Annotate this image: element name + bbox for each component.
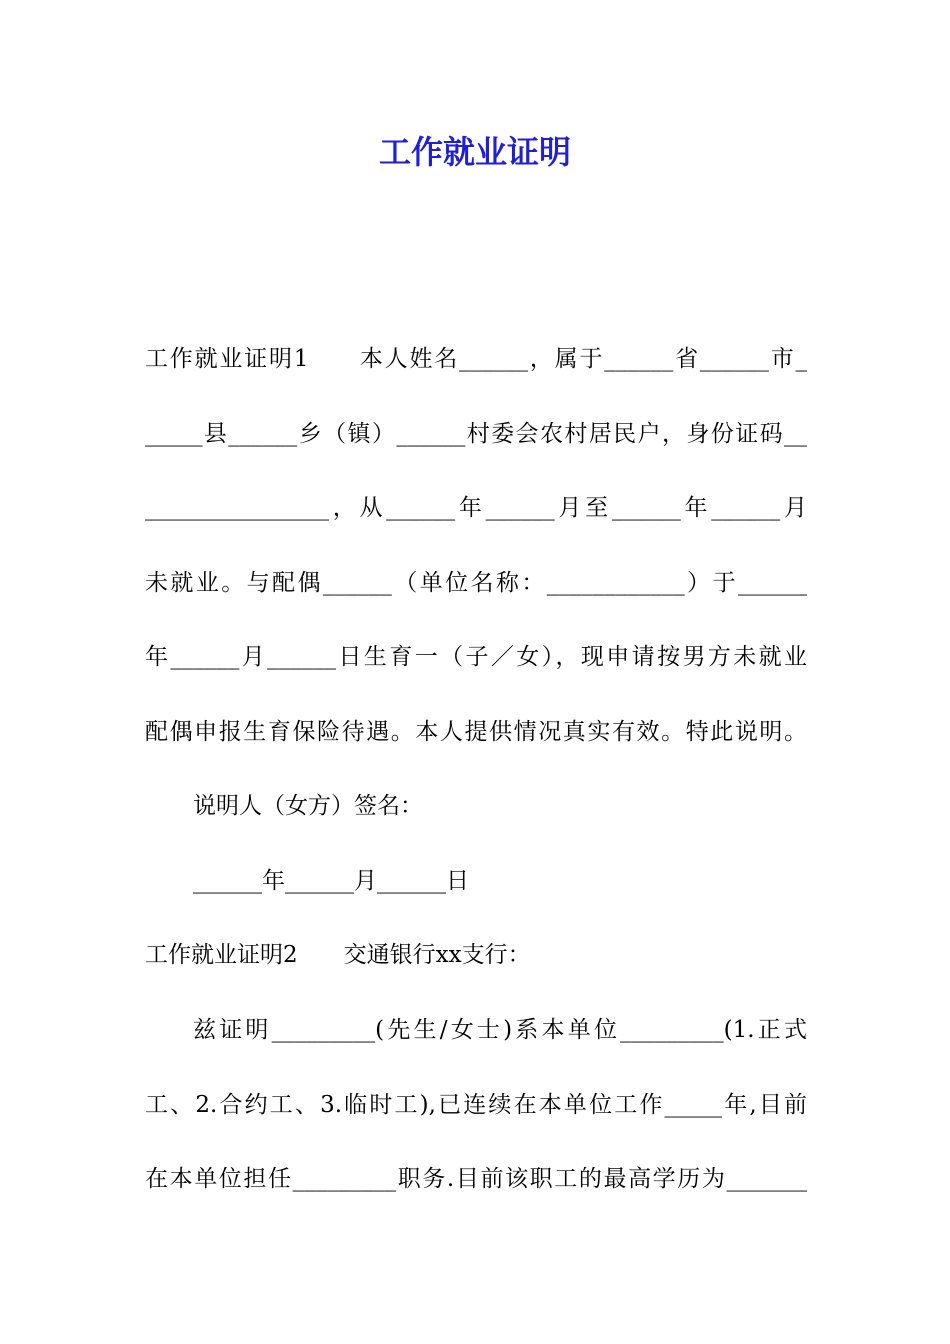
text-line-1: 工作就业证明1 本人姓名______，属于______省______市_ (145, 346, 807, 372)
text-line-6: 配偶申报生育保险待遇。本人提供情况真实有效。特此说明。 (145, 719, 807, 745)
text-line-9: 工作就业证明2 交通银行xx支行： (145, 942, 531, 968)
date-line: ______年______月______日 (193, 868, 469, 894)
text-line-4: 未就业。与配偶______（单位名称：____________）于______ (145, 570, 807, 596)
text-line-12: 在本单位担任_________职务.目前该职工的最高学历为_______ (145, 1166, 807, 1192)
text-line-2: _____县______乡（镇）______村委会农村居民户，身份证码__ (145, 421, 807, 447)
text-line-5: 年______月______日生育一（子／女），现申请按男方未就业 (145, 644, 807, 670)
signature-label: 说明人（女方）签名： (193, 793, 423, 819)
text-line-11: 工、2.合约工、3.临时工),已连续在本单位工作_____年,目前 (145, 1092, 807, 1118)
text-line-3: ________________，从______年______月至______年______月 (145, 495, 807, 521)
document-title: 工作就业证明 (378, 133, 571, 171)
text-line-10: 兹证明_________(先生/女士)系本单位_________(1.正式 (193, 1017, 807, 1043)
